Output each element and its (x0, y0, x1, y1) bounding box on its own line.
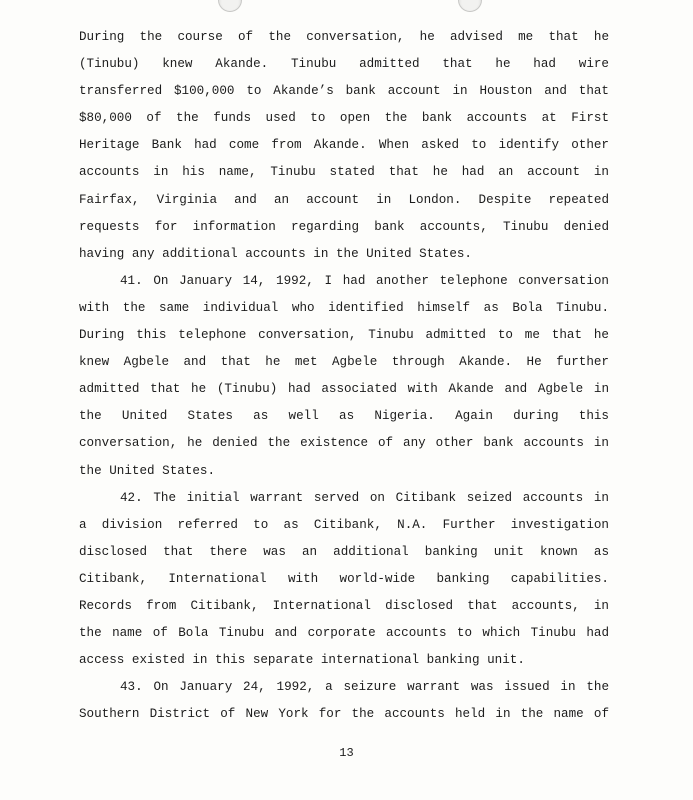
text-line: disclosed that there was an additional banking unit known as (79, 544, 609, 559)
text-line: 41. On January 14, 1992, I had another telephone conversation (120, 273, 609, 288)
text-line: Southern District of New York for the accounts held in the name of (79, 707, 609, 722)
text-line: knew Agbele and that he met Agbele through Akande. He further (79, 355, 609, 370)
text-line: During the course of the conversation, he advised me that he (79, 30, 609, 44)
document-body (79, 24, 609, 728)
punch-hole-left (218, 0, 242, 12)
text-line: having any additional accounts in the United States. (79, 246, 472, 261)
page-number: 13 (339, 746, 354, 760)
text-line: conversation, he denied the existence of any other bank accounts in (79, 436, 609, 451)
text-line: transferred $100,000 to Akande’s bank account in Houston and that (79, 84, 609, 99)
punch-hole-right (458, 0, 482, 12)
text-line: 43. On January 24, 1992, a seizure warrant was issued in the (120, 680, 609, 695)
text-line: Records from Citibank, International disclosed that accounts, in (79, 598, 609, 613)
text-line: Heritage Bank had come from Akande. When asked to identify other (79, 138, 609, 153)
text-line: (Tinubu) knew Akande. Tinubu admitted that he had wire (79, 57, 609, 72)
text-line: requests for information regarding bank accounts, Tinubu denied (79, 219, 609, 234)
text-line: a division referred to as Citibank, N.A. Further investigation (79, 517, 609, 532)
text-line: During this telephone conversation, Tinubu admitted to me that he (79, 328, 609, 343)
text-line: admitted that he (Tinubu) had associated with Akande and Agbele in (79, 382, 609, 397)
text-line: Citibank, International with world-wide banking capabilities. (79, 571, 609, 586)
text-line: $80,000 of the funds used to open the bank accounts at First (79, 111, 609, 126)
text-line: 42. The initial warrant served on Citibank seized accounts in (120, 490, 609, 505)
text-line: accounts in his name, Tinubu stated that he had an account in (79, 165, 609, 180)
text-line: the United States. (79, 463, 216, 478)
text-line: the name of Bola Tinubu and corporate accounts to which Tinubu had (79, 626, 609, 641)
text-line: access existed in this separate international banking unit. (79, 653, 525, 668)
text-line: with the same individual who identified himself as Bola Tinubu. (79, 300, 609, 315)
text-line: the United States as well as Nigeria. Again during this (79, 409, 609, 424)
text-line: Fairfax, Virginia and an account in London. Despite repeated (79, 192, 609, 207)
